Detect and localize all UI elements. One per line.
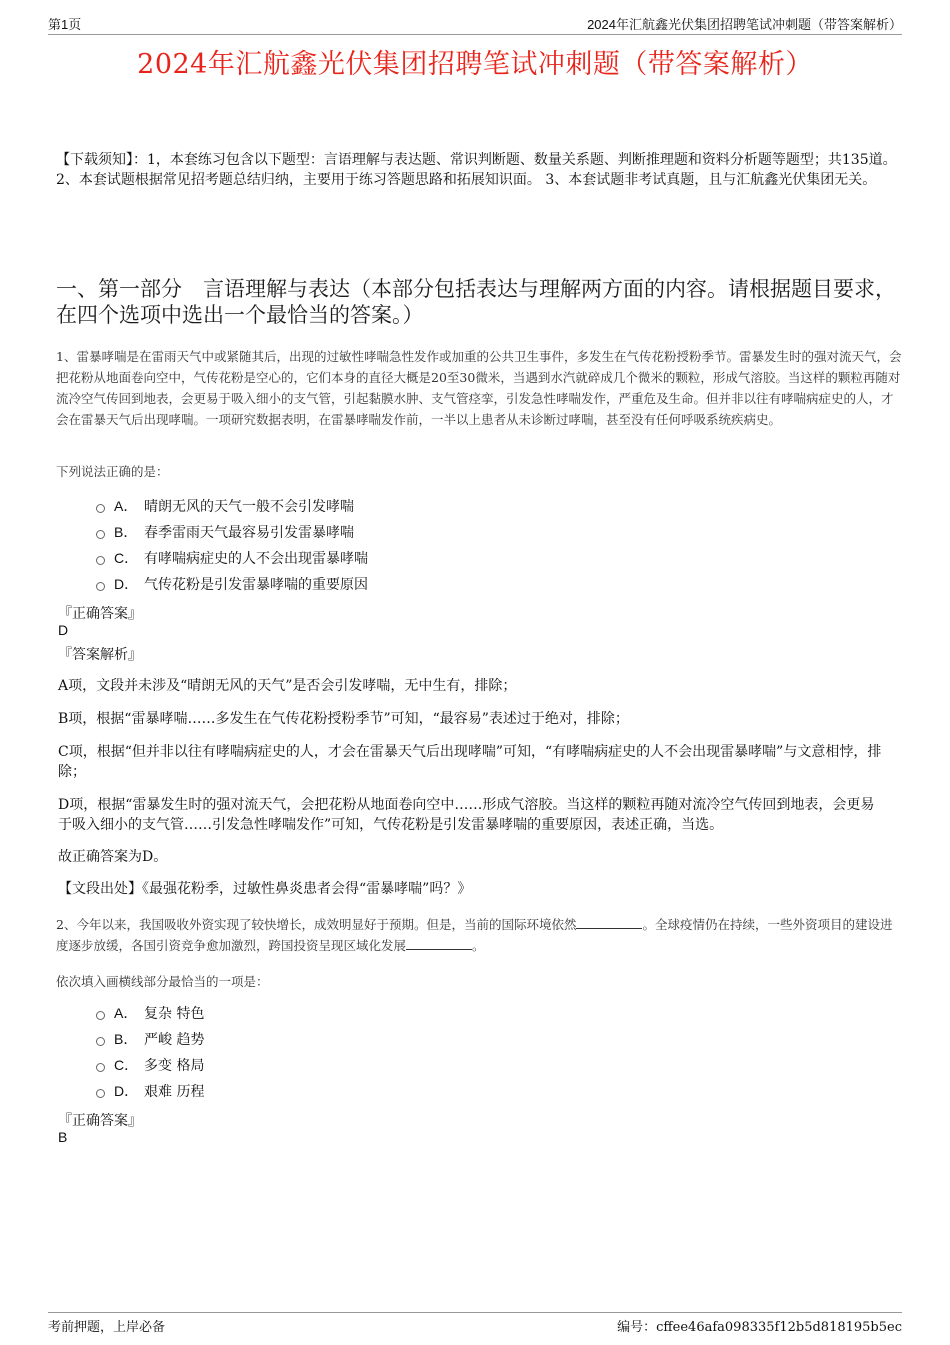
q1-analysis-c: C项，根据“但并非以往有哮喘病症史的人，才会在雷暴天气后出现哮喘”可知，“有哮喘病症史的人不会出现雷暴哮喘”与文意相悖，排除；: [58, 744, 882, 780]
option-letter: C．: [114, 1057, 139, 1073]
option-text: 春季雷雨天气最容易引发雷暴哮喘: [144, 525, 354, 541]
option-letter: C．: [114, 550, 139, 566]
q1-answer-label: 『正确答案』: [58, 606, 142, 622]
q2-passage: [56, 914, 904, 956]
q1-analysis-label: 『答案解析』: [58, 647, 142, 663]
q2-passage-part1: 2、今年以来，我国吸收外资实现了较快增长，成效明显好于预期。但是，当前的国际环境依然: [56, 917, 577, 932]
q2-option-b[interactable]: [96, 1028, 204, 1050]
page-title: 2024年汇航鑫光伏集团招聘笔试冲刺题（带答案解析）: [137, 49, 813, 80]
header-doc-title: 2024年汇航鑫光伏集团招聘笔试冲刺题（带答案解析）: [587, 17, 902, 32]
q2-answer-label: 『正确答案』: [58, 1113, 142, 1129]
q1-option-c[interactable]: [96, 547, 368, 569]
download-notice: 【下载须知】：1，本套练习包含以下题型：言语理解与表达题、常识判断题、数量关系题、判断推理题和资料分析题等题型；共135道。 2、本套试题根据常见招考题总结归纳，主要用于练习答题思路和拓展知识面。 3、本套试题非考试真题，且与汇航鑫光伏集团无关。: [56, 152, 897, 188]
option-text: 气传花粉是引发雷暴哮喘的重要原因: [144, 577, 368, 593]
q1-analysis-a: A项，文段并未涉及“晴朗无风的天气”是否会引发哮喘，无中生有，排除；: [58, 678, 517, 694]
option-letter: B．: [114, 1031, 138, 1047]
option-text: 多变 格局: [144, 1058, 205, 1074]
q1-option-b[interactable]: [96, 521, 354, 543]
radio-icon[interactable]: [96, 1011, 105, 1020]
q1-conclusion: 故正确答案为D。: [58, 849, 168, 865]
q1-analysis-d: D项，根据“雷暴发生时的强对流天气，会把花粉从地面卷向空中……形成气溶胶。当这样的颗粒再随对流冷空气传回到地表，会更易于吸入细小的支气管……引发急性哮喘发作”可知，气传花粉是引发雷暴哮喘的重要原因，表述正确，当选。: [58, 797, 875, 833]
option-letter: A．: [114, 1005, 138, 1021]
radio-icon[interactable]: [96, 1037, 105, 1046]
q1-prompt: 下列说法正确的是：: [56, 464, 169, 479]
q1-option-d[interactable]: [96, 573, 368, 595]
radio-icon[interactable]: [96, 582, 105, 591]
q2-option-a[interactable]: [96, 1002, 204, 1024]
q2-passage-part3: 。: [472, 938, 485, 953]
option-letter: A．: [114, 498, 138, 514]
radio-icon[interactable]: [96, 1089, 105, 1098]
option-text: 有哮喘病症史的人不会出现雷暴哮喘: [144, 551, 368, 567]
footer-slogan: 考前押题，上岸必备: [48, 1320, 166, 1335]
radio-icon[interactable]: [96, 504, 105, 513]
q2-option-c[interactable]: [96, 1054, 204, 1076]
option-letter: B．: [114, 524, 138, 540]
q1-analysis-b: B项，根据“雷暴哮喘……多发生在气传花粉授粉季节”可知，“最容易”表述过于绝对，排除；: [58, 711, 629, 727]
option-text: 严峻 趋势: [144, 1032, 205, 1048]
q2-passage-part2: 。全球疫情仍在持续，一些外资项目的建设进度逐步放缓，各国引资竞争愈加激烈，跨国投资呈现区域化发展: [56, 917, 893, 953]
footer-doc-id: 编号：cffee46afa098335f12b5d818195b5ec: [617, 1320, 902, 1335]
q1-passage: 1、雷暴哮喘是在雷雨天气中或紧随其后，出现的过敏性哮喘急性发作或加重的公共卫生事件，多发生在气传花粉授粉季节。雷暴发生时的强对流天气，会把花粉从地面卷向空中，气传花粉是空心的，它们本身的直径大概是20至30微米，当遇到水汽就碎成几个微米的颗粒，形成气溶胶。当这样的颗粒再随对流冷空气传回到地表，会更易于吸入细小的支气管，引起黏膜水肿、支气管痉挛，引发急性哮喘发作，严重危及生命。但并非以往有哮喘病症史的人，才会在雷暴天气后出现哮喘。一项研究数据表明，在雷暴哮喘发作前，一半以上患者从未诊断过哮喘，甚至没有任何呼吸系统疾病史。: [56, 349, 902, 427]
option-letter: D．: [114, 1083, 139, 1099]
radio-icon[interactable]: [96, 1063, 105, 1072]
page-footer: [48, 1312, 902, 1335]
option-text: 艰难 历程: [144, 1084, 205, 1100]
q2-option-d[interactable]: [96, 1080, 204, 1102]
option-letter: D．: [114, 576, 139, 592]
blank-2: [406, 937, 472, 950]
q1-source: 【文段出处】《最强花粉季，过敏性鼻炎患者会得“雷暴哮喘”吗？》: [58, 881, 472, 897]
page-header: [48, 14, 902, 35]
radio-icon[interactable]: [96, 556, 105, 565]
option-text: 复杂 特色: [144, 1006, 205, 1022]
q2-answer: B: [58, 1129, 68, 1145]
page-number: 第1页: [48, 17, 82, 32]
q1-option-a[interactable]: [96, 495, 354, 517]
radio-icon[interactable]: [96, 530, 105, 539]
q2-prompt: 依次填入画横线部分最恰当的一项是：: [56, 974, 269, 989]
section-heading: 一、第一部分 言语理解与表达（本部分包括表达与理解两方面的内容。请根据题目要求，在四个选项中选出一个最恰当的答案。）: [56, 277, 896, 327]
blank-1: [576, 916, 642, 929]
q1-answer: D: [58, 622, 69, 638]
option-text: 晴朗无风的天气一般不会引发哮喘: [144, 499, 354, 515]
